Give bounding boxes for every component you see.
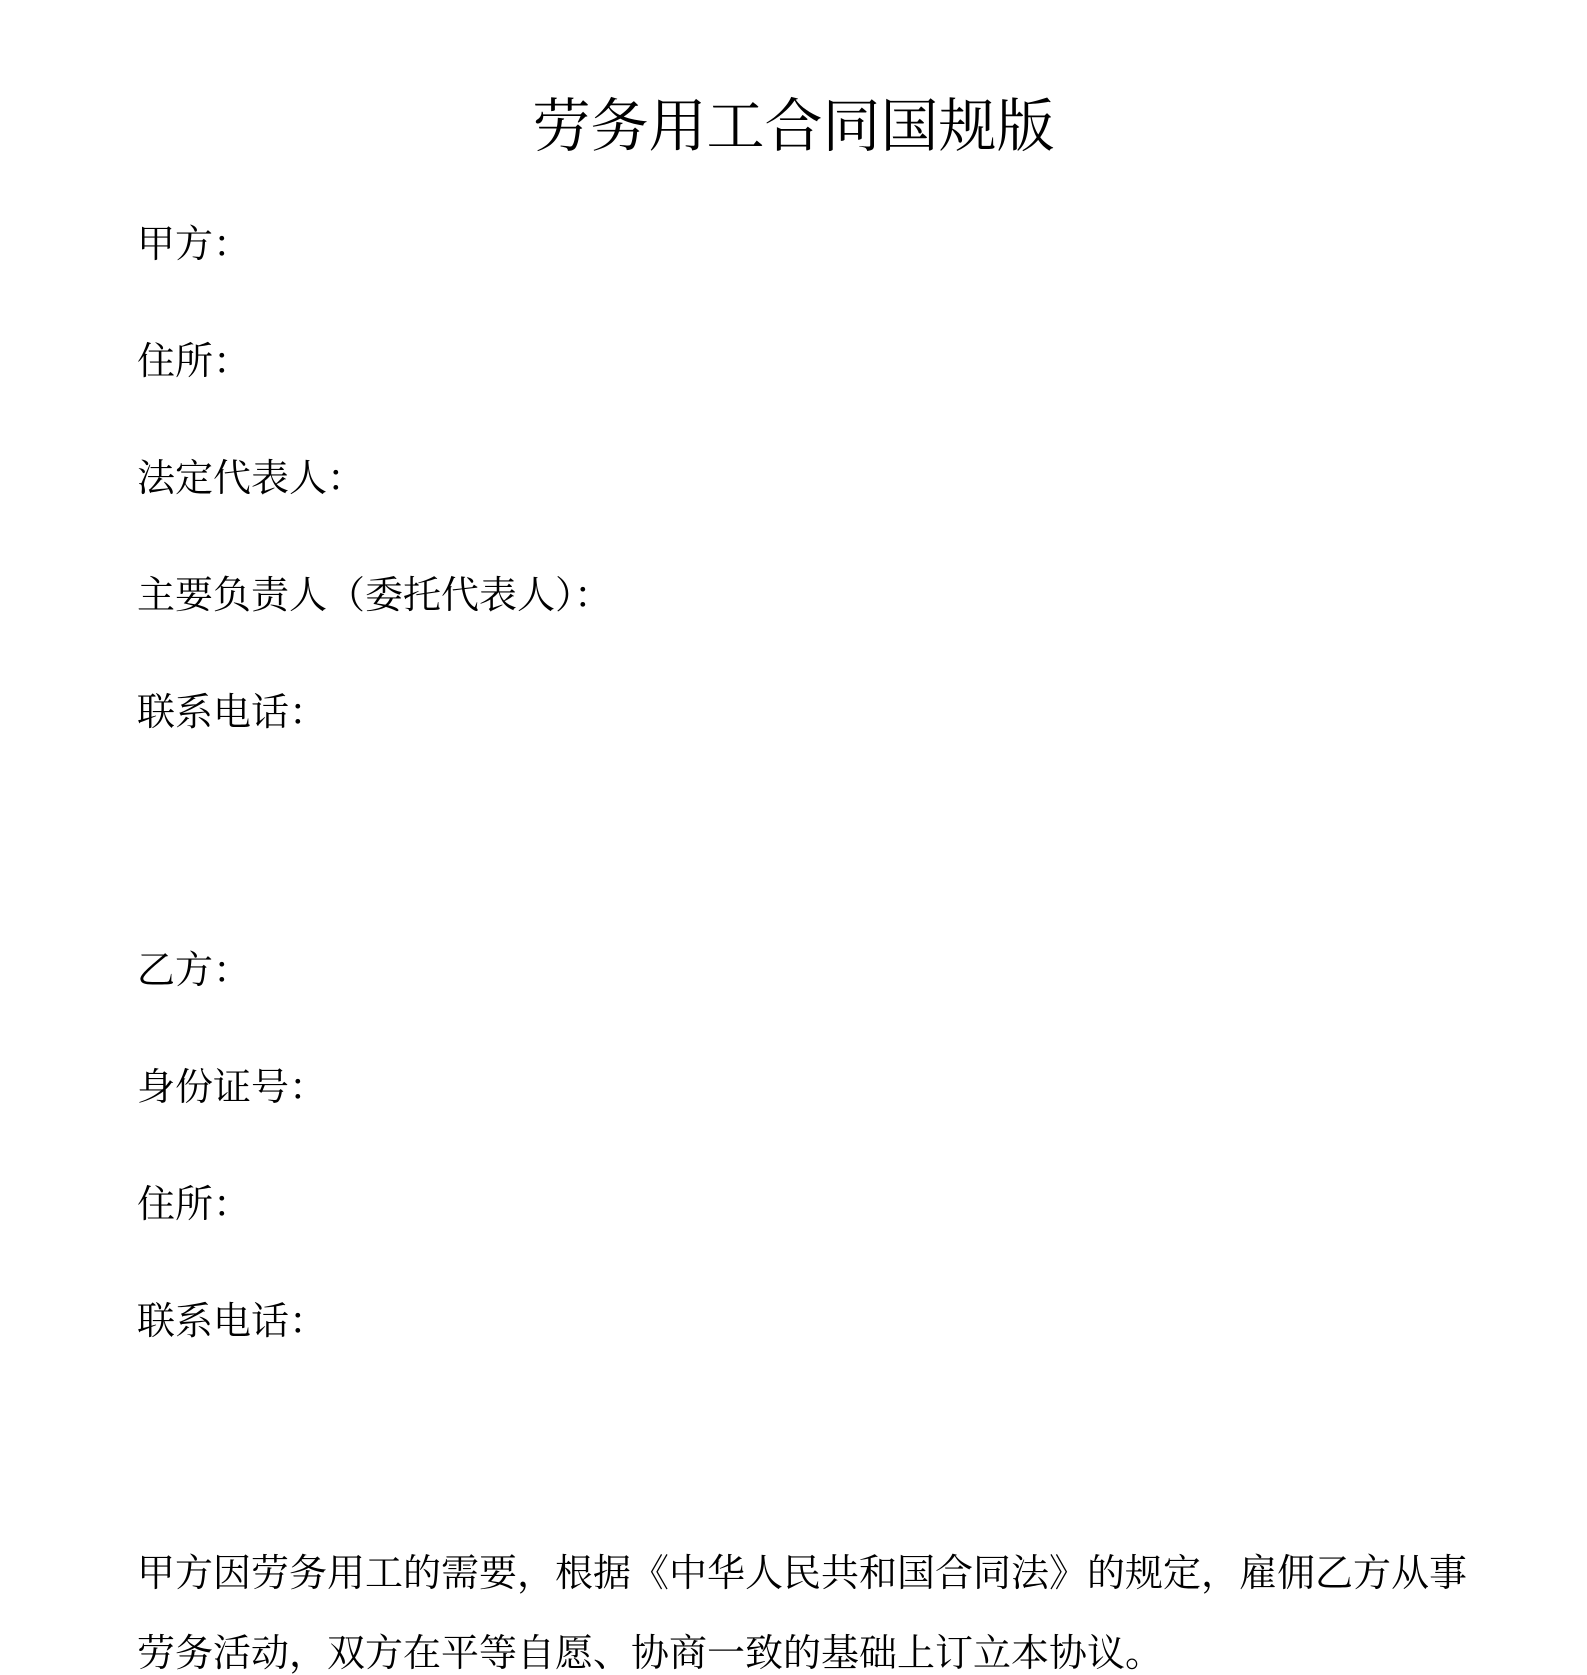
- party-a-phone-label: 联系电话：: [137, 692, 328, 734]
- intro-paragraph: [137, 1534, 1587, 1675]
- party-b-address-label: 住所：: [137, 1184, 252, 1226]
- party-a-address-label: 住所：: [137, 341, 252, 383]
- intro-line-1: 甲方因劳务用工的需要，根据《中华人民共和国合同法》的规定，雇佣乙方从事: [137, 1553, 1468, 1595]
- party-b-phone-label: 联系电话：: [137, 1301, 328, 1343]
- party-a-legal-representative-label: 法定代表人：: [137, 458, 366, 500]
- party-a-label: 甲方：: [137, 224, 252, 266]
- contract-title: 劳务用工合同国规版: [532, 94, 1055, 159]
- intro-line-2: 劳务活动，双方在平等自愿、协商一致的基础上订立本协议。: [137, 1633, 1164, 1675]
- party-a-responsible-person-label: 主要负责人（委托代表人）：: [137, 575, 613, 617]
- party-b-label: 乙方：: [137, 950, 252, 992]
- party-a-section: [137, 222, 1587, 737]
- party-b-section: [137, 948, 1587, 1346]
- party-b-id-number-label: 身份证号：: [137, 1067, 328, 1109]
